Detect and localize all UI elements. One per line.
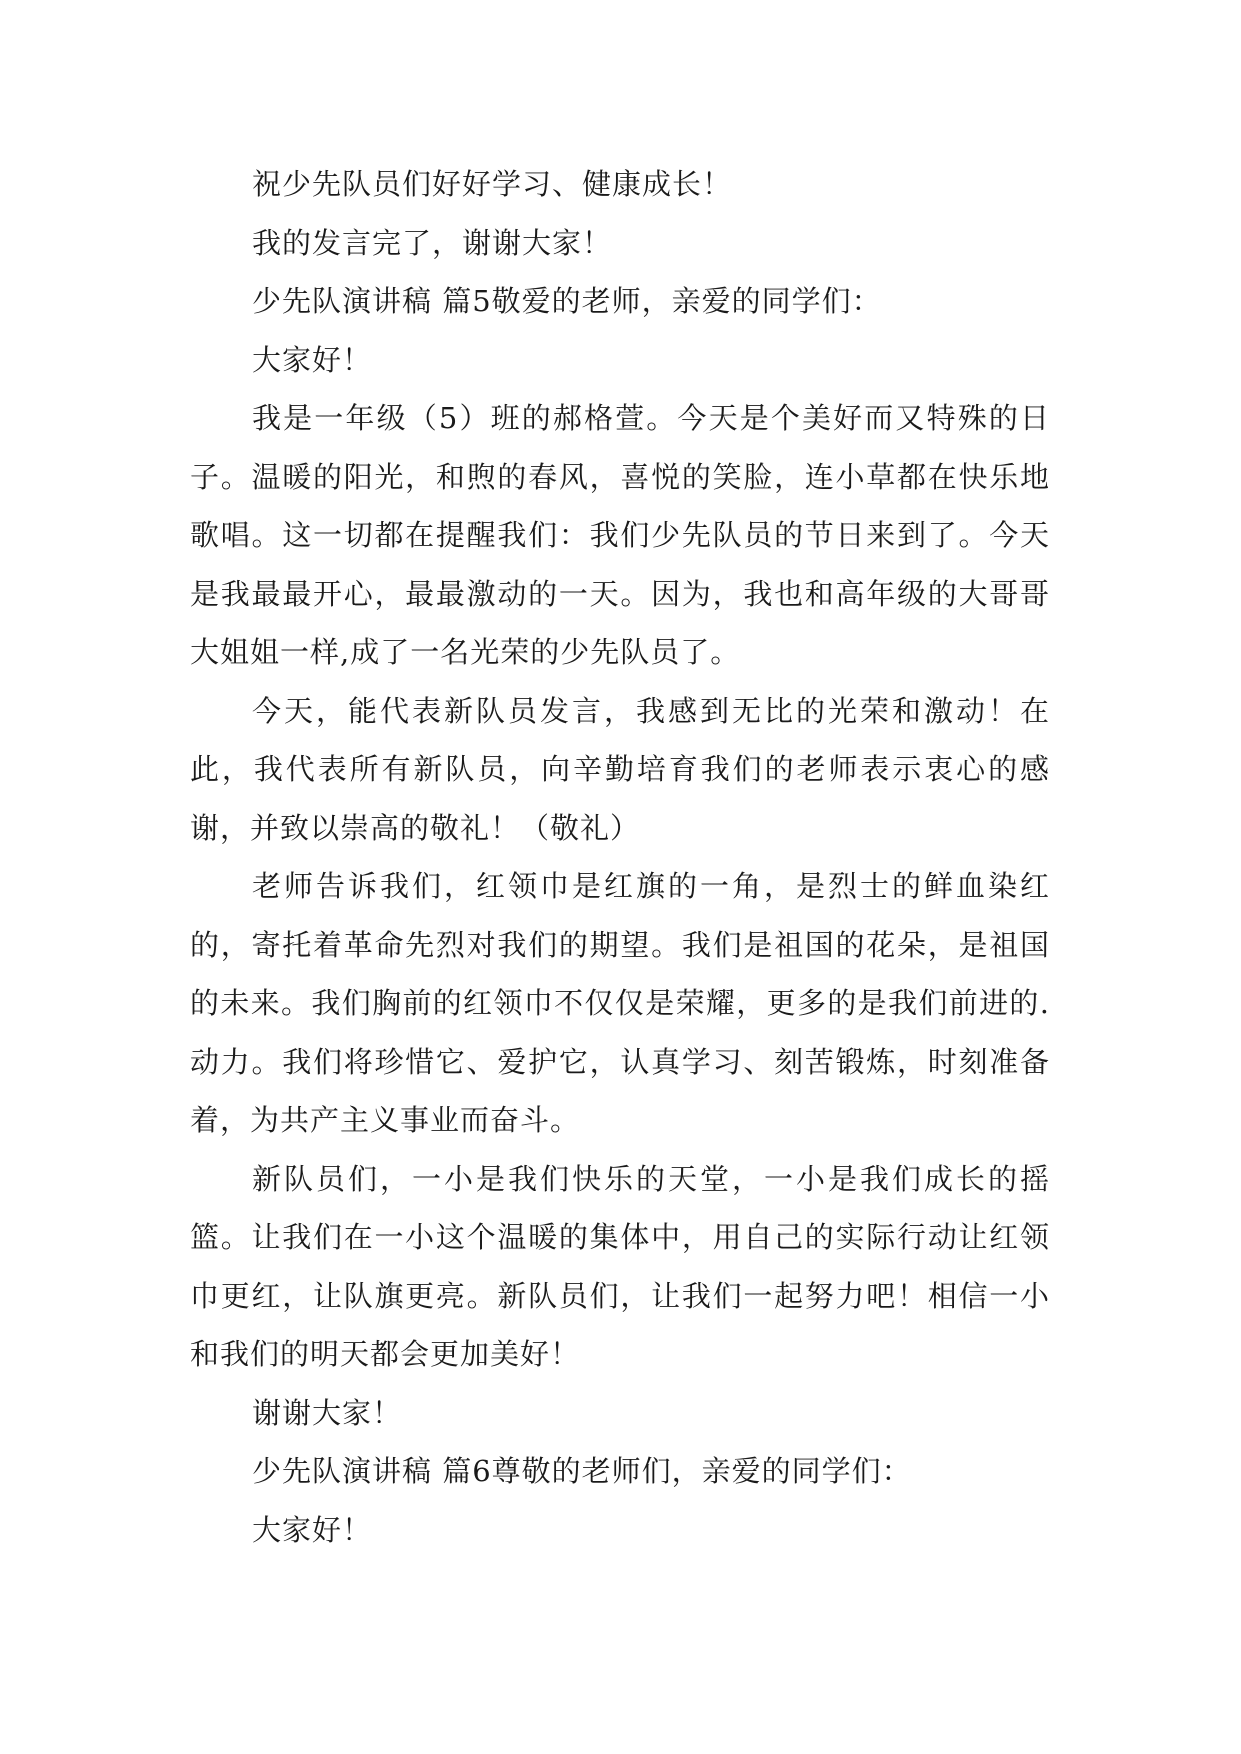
closing-paragraph: 谢谢大家！ <box>252 1395 403 1430</box>
section-heading-paragraph: 少先队演讲稿 篇6尊敬的老师们，亲爱的同学们： <box>252 1454 912 1488</box>
paragraph: 老师告诉我们，红领巾是红旗的一角，是烈士的鲜血染红的，寄托着革命先烈对我们的期望。我们是祖国的花朵，是祖国的未来。我们胸前的红领巾不仅仅是荣耀，更多的是我们前进的.动力。我们将珍惜它、爱护它，认真学习、刻苦锻炼，时刻准备着，为共产主义事业而奋斗。 <box>190 869 1050 1137</box>
greeting-paragraph: 大家好！ <box>252 342 373 377</box>
greeting-paragraph: 大家好！ <box>252 1512 373 1547</box>
paragraph: 今天，能代表新队员发言，我感到无比的光荣和激动！在此，我代表所有新队员，向辛勤培育我们的老师表示衷心的感谢，并致以崇高的敬礼！（敬礼） <box>190 693 1050 845</box>
document-body <box>190 155 1050 1559</box>
section-heading-paragraph: 少先队演讲稿 篇5敬爱的老师，亲爱的同学们： <box>252 284 882 318</box>
paragraph: 我是一年级（5）班的郝格萱。今天是个美好而又特殊的日子。温暖的阳光，和煦的春风，喜悦的笑脸，连小草都在快乐地歌唱。这一切都在提醒我们：我们少先队员的节日来到了。今天是我最最开心，最最激动的一天。因为，我也和高年级的大哥哥大姐姐一样,成了一名光荣的少先队员了。 <box>190 401 1050 669</box>
paragraph: 新队员们，一小是我们快乐的天堂，一小是我们成长的摇篮。让我们在一小这个温暖的集体中，用自己的实际行动让红领巾更红，让队旗更亮。新队员们，让我们一起努力吧！相信一小和我们的明天都会更加美好！ <box>190 1161 1050 1371</box>
paragraph: 祝少先队员们好好学习、健康成长！ <box>252 167 733 201</box>
paragraph: 我的发言完了，谢谢大家！ <box>252 225 613 260</box>
